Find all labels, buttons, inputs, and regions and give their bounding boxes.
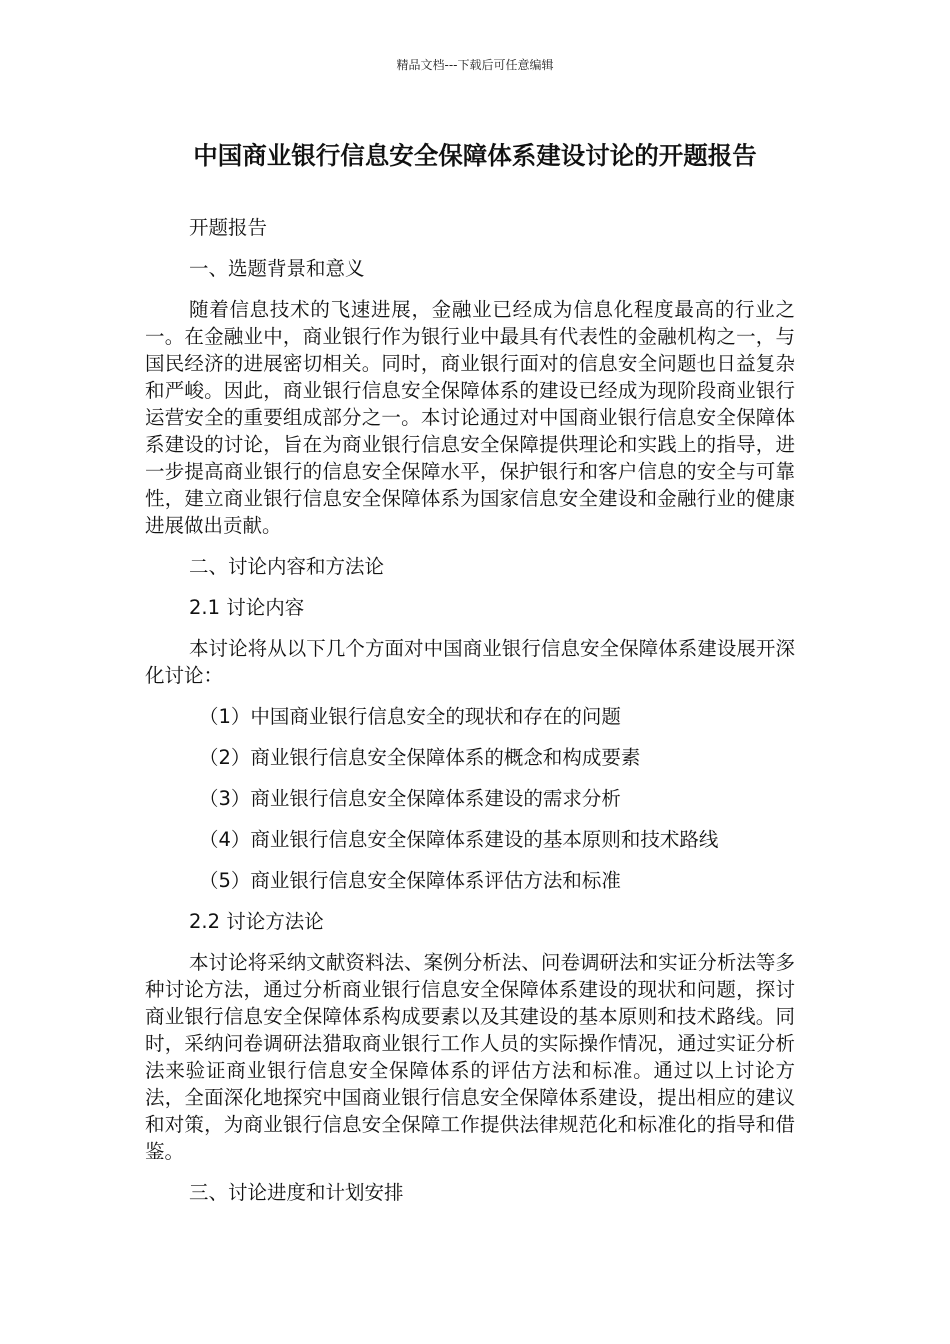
document-body [145,214,795,1220]
section-heading-background: 一、选题背景和意义 [189,257,365,280]
paragraph-content-intro: 本讨论将从以下几个方面对中国商业银行信息安全保障体系建设展开深化讨论： [145,637,795,687]
list-item-3: （3）商业银行信息安全保障体系建设的需求分析 [199,787,621,810]
list-item-4: （4）商业银行信息安全保障体系建设的基本原则和技术路线 [199,828,719,851]
subsection-heading-methodology: 2.2 讨论方法论 [189,910,324,933]
section-heading-content-method: 二、讨论内容和方法论 [189,555,385,578]
list-item-5: （5）商业银行信息安全保障体系评估方法和标准 [199,869,621,892]
paragraph-methodology: 本讨论将采纳文献资料法、案例分析法、问卷调研法和实证分析法等多种讨论方法，通过分析商业银行信息安全保障体系建设的现状和问题，探讨商业银行信息安全保障体系构成要素以及其建设的基本原则和技术路线。同时，采纳问卷调研法猎取商业银行工作人员的实际操作情况，通过实证分析法来验证商业银行信息安全保障体系的评估方法和标准。通过以上讨论方法，全面深化地探究中国商业银行信息安全保障体系建设，提出相应的建议和对策，为商业银行信息安全保障工作提供法律规范化和标准化的指导和借鉴。 [145,951,795,1163]
page-header-watermark: 精品文档---下载后可任意编辑 [396,58,554,72]
list-item-1: （1）中国商业银行信息安全的现状和存在的问题 [199,705,621,728]
section-label-report: 开题报告 [189,216,268,239]
subsection-heading-content: 2.1 讨论内容 [189,596,305,619]
document-title: 中国商业银行信息安全保障体系建设讨论的开题报告 [193,141,757,170]
section-heading-schedule: 三、讨论进度和计划安排 [189,1181,404,1204]
paragraph-background: 随着信息技术的飞速进展，金融业已经成为信息化程度最高的行业之一。在金融业中，商业银行作为银行业中最具有代表性的金融机构之一，与国民经济的进展密切相关。同时，商业银行面对的信息安全问题也日益复杂和严峻。因此，商业银行信息安全保障体系的建设已经成为现阶段商业银行运营安全的重要组成部分之一。本讨论通过对中国商业银行信息安全保障体系建设的讨论，旨在为商业银行信息安全保障提供理论和实践上的指导，进一步提高商业银行的信息安全保障水平，保护银行和客户信息的安全与可靠性，建立商业银行信息安全保障体系为国家信息安全建设和金融行业的健康进展做出贡献。 [145,298,795,537]
list-item-2: （2）商业银行信息安全保障体系的概念和构成要素 [199,746,641,769]
